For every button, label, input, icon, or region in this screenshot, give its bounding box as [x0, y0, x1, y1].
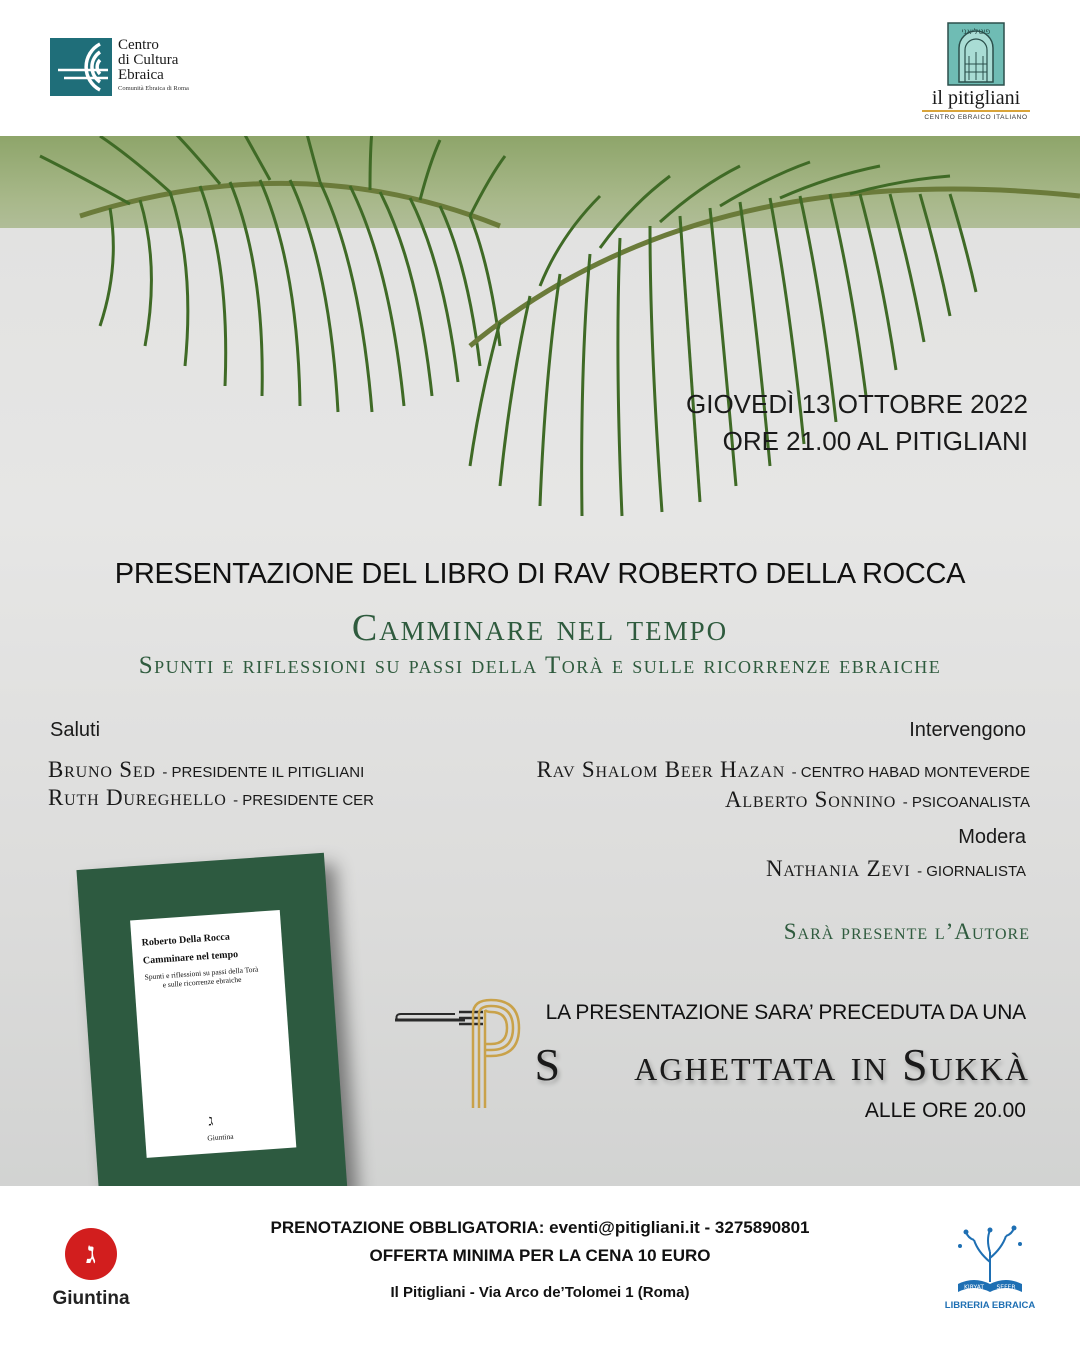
kiryat-tag: KIRYAT: [964, 1284, 984, 1291]
palm-fronds-image: [0, 136, 1080, 556]
author-present-note: Sarà presente l’Autore: [783, 919, 1030, 944]
footer: [0, 1186, 1080, 1350]
speaker-name: Rav Shalom Beer Hazan: [536, 757, 786, 782]
book-cover-publisher: Giuntina: [207, 1131, 234, 1143]
speaker-name: Alberto Sonnino: [724, 787, 897, 812]
book-title: Camminare nel tempo: [351, 607, 729, 649]
cce-name-line2: di Cultura: [118, 52, 179, 68]
book-cover-author: Roberto Della Rocca: [141, 931, 231, 949]
modera-label: Modera: [958, 826, 1026, 848]
dinner-title-s: S: [534, 1039, 563, 1090]
speaker-role: - PRESIDENTE IL PITIGLIANI: [162, 764, 365, 781]
speaker-modera: [766, 856, 1026, 882]
speaker-role: - GIORNALISTA: [917, 863, 1026, 880]
speaker-intervengono-1: [537, 757, 1030, 783]
event-date: GIOVEDÌ 13 OTTOBRE 2022: [686, 389, 1028, 419]
book-cover-subtitle: Spunti e riflessioni su passi della Torà e sulle ricorrenze ebraiche: [144, 964, 259, 989]
sefer-tag: SEFER: [996, 1284, 1016, 1291]
pitigliani-name: il pitigliani: [931, 87, 1021, 109]
cce-logo-icon: [50, 38, 112, 96]
presentation-heading: PRESENTAZIONE DEL LIBRO DI RAV ROBERTO DELLA ROCCA: [114, 558, 966, 590]
book-cover-image: [76, 853, 347, 1186]
giuntina-name: Giuntina: [52, 1288, 130, 1309]
speaker-role: - PRESIDENTE CER: [233, 792, 374, 809]
speaker-saluti-2: [48, 785, 374, 811]
centro-cultura-ebraica-logo: [50, 38, 189, 96]
pitigliani-emblem-icon: [947, 22, 1005, 86]
svg-text:פיטליאני: פיטליאני: [961, 27, 991, 36]
poster-main: [0, 136, 1080, 1186]
intervengono-label: Intervengono: [909, 719, 1026, 741]
pitigliani-logo: [920, 22, 1032, 122]
dinner-title-rest: aghettata in Sukkà: [634, 1039, 1030, 1090]
header: [0, 0, 1080, 136]
cce-subtitle: Comunità Ebraica di Roma: [118, 85, 189, 92]
book-subtitle: Spunti e riflessioni su passi della Torà e sulle ricorrenze ebraiche: [138, 652, 942, 679]
event-time-place: ORE 21.00 AL PITIGLIANI: [722, 426, 1028, 456]
venue-address: Il Pitigliani - Via Arco de’Tolomei 1 (Roma): [390, 1284, 690, 1301]
dinner-title: [535, 1038, 1030, 1091]
libreria-ebraica-name: LIBRERIA EBRAICA: [944, 1300, 1036, 1311]
speaker-role: - PSICOANALISTA: [902, 794, 1030, 811]
kiryat-sefer-tree-icon: [940, 1222, 1040, 1298]
cce-name-line1: Centro: [118, 37, 159, 53]
spaghetti-fork-icon: [395, 998, 525, 1118]
dinner-intro: LA PRESENTAZIONE SARA’ PRECEDUTA DA UNA: [545, 1001, 1026, 1024]
libreria-ebraica-logo: [940, 1222, 1040, 1322]
speaker-intervengono-2: [725, 787, 1030, 813]
speaker-name: Bruno Sed: [48, 757, 156, 782]
speaker-role: - CENTRO HABAD MONTEVERDE: [791, 764, 1030, 781]
speaker-saluti-1: [48, 757, 364, 783]
book-cover-title: Camminare nel tempo: [142, 949, 239, 967]
speaker-name: Nathania Zevi: [765, 856, 911, 881]
dinner-time: ALLE ORE 20.00: [864, 1099, 1026, 1122]
dinner-offer: OFFERTA MINIMA PER LA CENA 10 EURO: [369, 1246, 711, 1265]
book-cover-publisher-icon: ג: [207, 1113, 214, 1130]
cce-name-line3: Ebraica: [118, 67, 164, 83]
pitigliani-subtitle: CENTRO EBRAICO ITALIANO: [924, 114, 1028, 121]
speaker-name: Ruth Dureghello: [48, 785, 227, 810]
book-cover-label: [130, 910, 296, 1158]
giuntina-gimel-icon: ג: [65, 1228, 117, 1280]
saluti-label: Saluti: [50, 719, 101, 741]
pitigliani-divider: [922, 110, 1030, 112]
booking-info: PRENOTAZIONE OBBLIGATORIA: eventi@pitigliani.it - 3275890801: [270, 1218, 810, 1237]
